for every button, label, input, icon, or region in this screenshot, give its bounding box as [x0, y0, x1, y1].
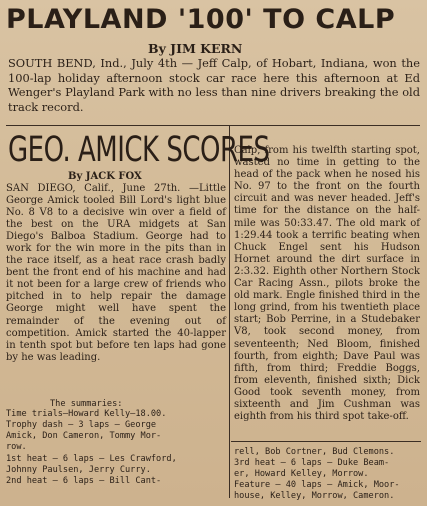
section-divider — [6, 125, 420, 126]
summary-line: rell, Bob Cortner, Bud Clemons. — [234, 447, 395, 457]
summary-line: er, Howard Kelley, Morrow. — [234, 469, 369, 479]
headline-playland: PLAYLAND '100' TO CALP — [6, 4, 396, 35]
summary-line: Amick, Don Cameron, Tommy Mor- — [6, 431, 162, 441]
byline-jim-kern: By JIM KERN — [148, 41, 243, 56]
summary-line: 1st heat — 6 laps — Les Crawford, — [6, 454, 177, 464]
summary-line: house, Kelley, Morrow, Cameron. — [234, 491, 395, 501]
summary-line: 3rd heat — 6 laps — Duke Beam- — [234, 458, 390, 468]
summary-line: Feature — 40 laps — Amick, Moor- — [234, 480, 400, 490]
summaries-title: The summaries: — [50, 399, 123, 409]
summary-line: Johnny Paulsen, Jerry Curry. — [6, 465, 151, 475]
lead-paragraph: SOUTH BEND, Ind., July 4th — Jeff Calp, of Hobart, Indiana, won the 100-lap holiday afternoon stock car race here this afternoon at Ed Wenger's Playland Park with no less than nine drivers breaking the old track record. — [8, 56, 420, 114]
summary-line: row. — [6, 442, 27, 452]
summary-line: Time trials—Howard Kelly—18.00. — [6, 409, 167, 419]
column-end-rule — [231, 441, 421, 442]
amick-story-body: SAN DIEGO, Calif., June 27th. —Little George Amick tooled Bill Lord's light blue No. 8 V8 to a decisive win over a field of the best on the URA midgets at San Diego's Balboa Stadium. George had to work for the win more in the pits than in the race itself, as a heat race crash badly bent the front end of his machine and had it not been for a large crew of friends who pitched in to help repair the damage George might well have spent the remainder of the evening out of competition. Amick started the 40-lapper in tenth spot but before ten laps had gone by he was leading. — [6, 183, 226, 363]
playland-story-continuation: Calp, from his twelfth starting spot, wasted no time in getting to the head of the pack when he nosed his No. 97 to the front on the fourth circuit and was never headed. Jeff's time for the distance on the half-mile was 50:33.47. The old mark of 1:29.44 took a terrific beating when Chuck Engel sent his Hudson Hornet around the dirt surface in 2:3.32. Eighth other Northern Stock Car Racing Assn., pilots broke the old mark. Engle finished third in the long grind, from his twentieth place start; Bob Perrine, in a Studebaker V8, took second money, from seventeenth; Ned Bloom, finished fourth, from eighth; Dave Paul was fifth, from third; Freddie Boggs, from eleventh, finished sixth; Dick Good took seventh money, from sixteenth and Jim Cushman was eighth from his third spot take-off. — [234, 145, 420, 423]
byline-jack-fox: By JACK FOX — [68, 171, 142, 182]
summary-line: Trophy dash — 3 laps — George — [6, 420, 157, 430]
headline-amick: GEO. AMICK SCORES — [8, 130, 270, 171]
column-divider — [229, 126, 230, 498]
summary-line: 2nd heat — 6 laps — Bill Cant- — [6, 476, 162, 486]
